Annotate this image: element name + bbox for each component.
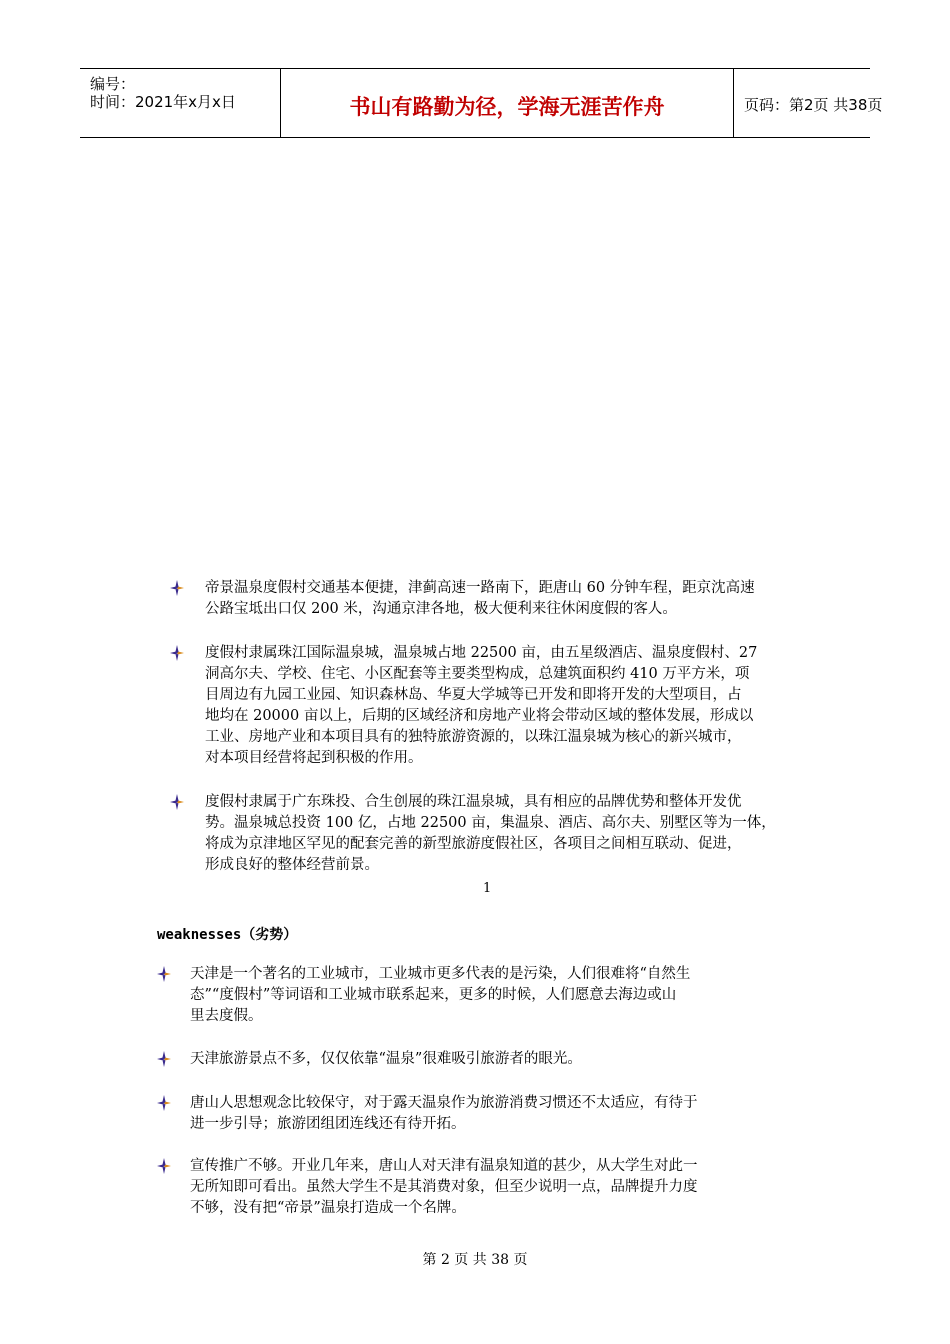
text-line: 态”“度假村”等词语和工业城市联系起来，更多的时候，人们愿意去海边或山 <box>190 987 677 1003</box>
bullet-paragraph <box>157 964 690 1027</box>
bullet-icon <box>170 580 184 596</box>
text-line: 形成良好的整体经营前景。 <box>205 857 379 873</box>
number-label: 编号： <box>90 75 136 93</box>
paragraph-text <box>205 792 776 876</box>
header-meta-cell <box>80 69 281 137</box>
bullet-paragraph <box>157 1156 698 1219</box>
text-line: 将成为京津地区罕见的配套完善的新型旅游度假社区，各项目之间相互联动、促进， <box>205 836 742 852</box>
paragraph-text <box>205 578 755 620</box>
page-header <box>80 68 883 138</box>
text-line: 进一步引导；旅游团组团连线还有待开拓。 <box>190 1116 466 1132</box>
paragraph-text <box>190 964 690 1027</box>
bullet-paragraph <box>170 643 757 769</box>
text-line: 无所知即可看出。虽然大学生不是其消费对象，但至少说明一点，品牌提升力度 <box>190 1179 698 1195</box>
text-line: 势。温泉城总投资 100 亿，占地 22500 亩，集温泉、酒店、高尔夫、别墅区等为一体， <box>205 815 776 831</box>
paragraph-text <box>190 1093 698 1135</box>
bullet-paragraph <box>157 1093 698 1135</box>
text-line: 洞高尔夫、学校、住宅、小区配套等主要类型构成，总建筑面积约 410 万平方米，项 <box>205 666 750 682</box>
text-line: 不够，没有把“帝景”温泉打造成一个名牌。 <box>190 1200 466 1216</box>
bullet-icon <box>170 794 184 810</box>
paragraph-text <box>205 643 757 769</box>
text-line: 目周边有九园工业园、知识森林岛、华夏大学城等已开发和即将开发的大型项目，占 <box>205 687 742 703</box>
text-line: 天津旅游景点不多，仅仅依靠“温泉”很难吸引旅游者的眼光。 <box>190 1051 582 1067</box>
text-line: 帝景温泉度假村交通基本便捷，津蓟高速一路南下，距唐山 60 分钟车程，距京沈高速 <box>205 580 755 596</box>
inner-page-number: 1 <box>483 881 492 896</box>
text-line: 天津是一个著名的工业城市，工业城市更多代表的是污染，人们很难将“自然生 <box>190 966 691 982</box>
bullet-icon <box>157 1158 171 1174</box>
text-line: 对本项目经营将起到积极的作用。 <box>205 750 423 766</box>
text-line: 公路宝坻出口仅 200 米，沟通京津各地，极大便利来往休闲度假的客人。 <box>205 601 677 617</box>
time-label: 时间：2021年x月x日 <box>90 93 236 111</box>
bullet-paragraph <box>170 578 755 620</box>
text-line: 度假村隶属于广东珠投、合生创展的珠江温泉城，具有相应的品牌优势和整体开发优 <box>205 794 742 810</box>
text-line: 唐山人思想观念比较保守，对于露天温泉作为旅游消费习惯还不太适应，有待于 <box>190 1095 698 1111</box>
bullet-icon <box>157 1051 171 1067</box>
bullet-icon <box>157 1095 171 1111</box>
header-motto-cell <box>281 69 734 137</box>
paragraph-text <box>190 1156 698 1219</box>
paragraph-text <box>190 1049 582 1070</box>
page-info: 页码：第2页 共38页 <box>744 96 883 114</box>
bullet-paragraph <box>157 1049 582 1070</box>
page-footer: 第 2 页 共 38 页 <box>422 1252 528 1268</box>
header-page-cell <box>734 69 883 137</box>
weaknesses-heading: weaknesses（劣势） <box>157 927 298 943</box>
bullet-icon <box>170 645 184 661</box>
text-line: 度假村隶属珠江国际温泉城，温泉城占地 22500 亩，由五星级酒店、温泉度假村、27 <box>205 645 758 661</box>
text-line: 地均在 20000 亩以上，后期的区域经济和房地产业将会带动区域的整体发展，形成以 <box>205 708 754 724</box>
text-line: 宣传推广不够。开业几年来，唐山人对天津有温泉知道的甚少，从大学生对此一 <box>190 1158 698 1174</box>
motto: 书山有路勤为径，学海无涯苦作舟 <box>349 95 665 119</box>
bullet-icon <box>157 966 171 982</box>
text-line: 里去度假。 <box>190 1008 263 1024</box>
text-line: 工业、房地产业和本项目具有的独特旅游资源的，以珠江温泉城为核心的新兴城市， <box>205 729 742 745</box>
bullet-paragraph <box>170 792 776 876</box>
